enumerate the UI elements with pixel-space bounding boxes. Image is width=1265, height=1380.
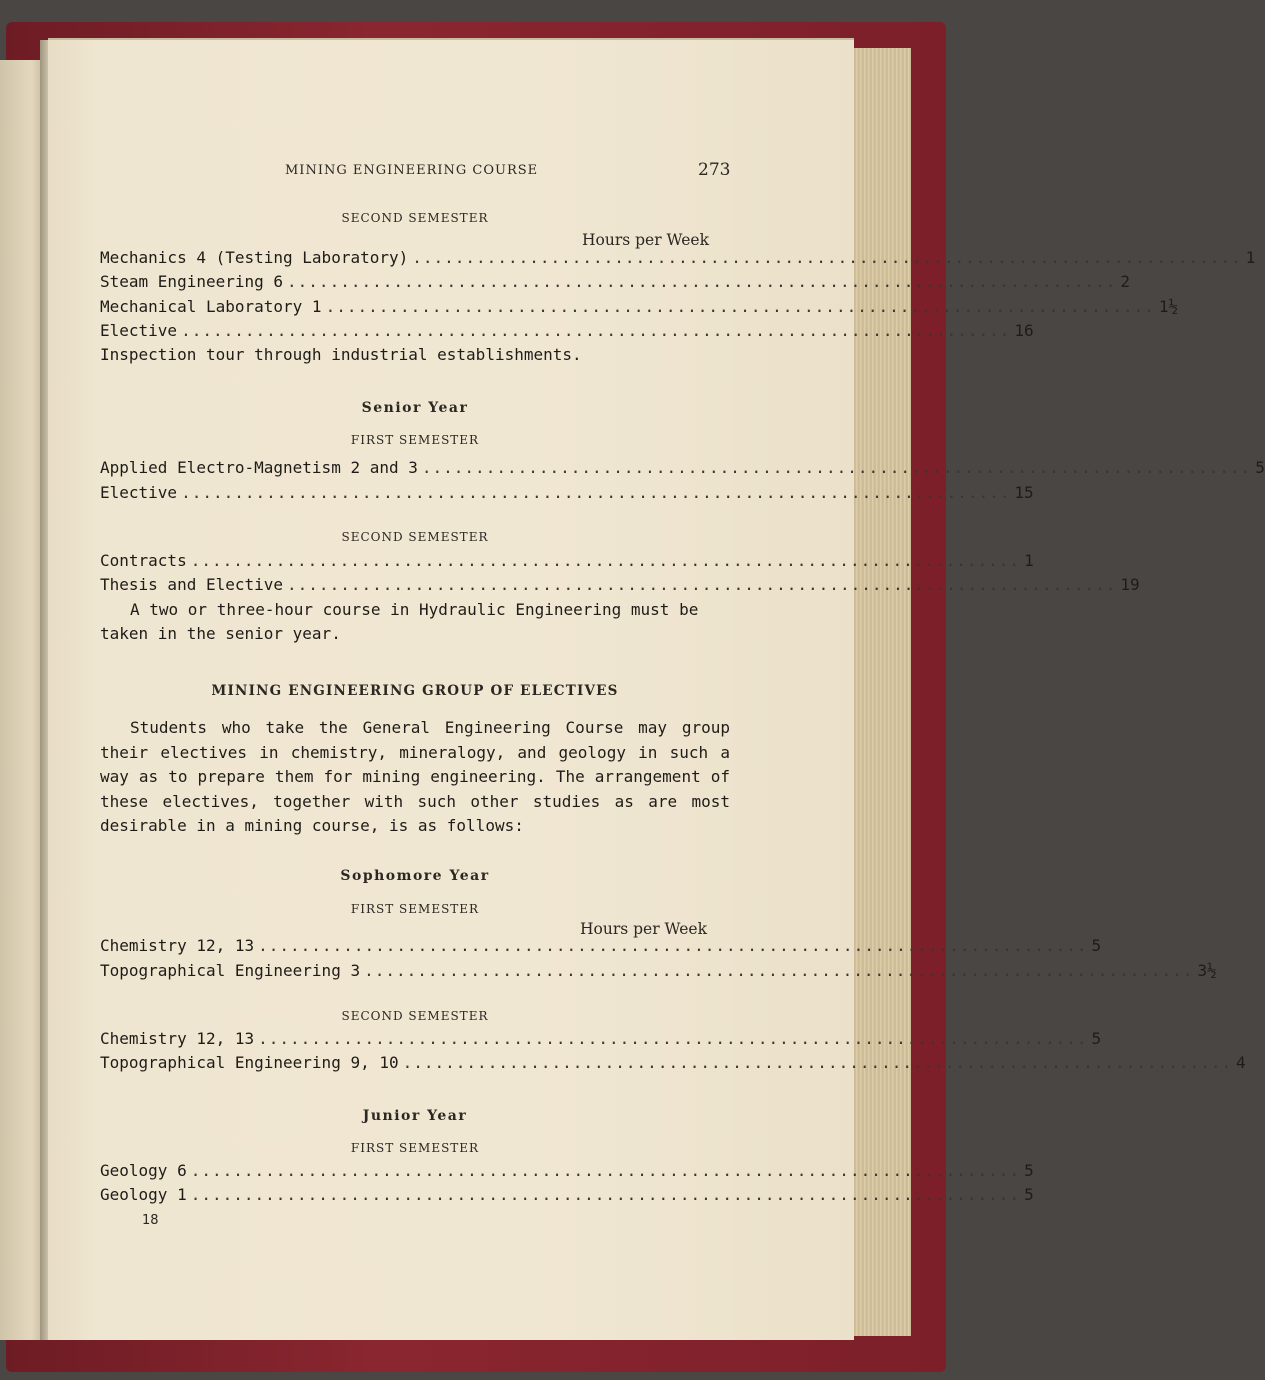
leader-dots: .............................................................................. (258, 936, 1088, 955)
running-title: MINING ENGINEERING COURSE (285, 163, 539, 178)
leader-dots: .............................................................................. (402, 1053, 1232, 1072)
leader-dots: .............................................................................. (190, 1185, 1021, 1204)
leader-dots: .............................................................................. (412, 248, 1242, 267)
course-name: Contracts (100, 551, 187, 570)
course-row (100, 1161, 1034, 1185)
leader-dots: .............................................................................. (181, 483, 1011, 502)
facing-page-edge (0, 60, 44, 1340)
semester-heading: SECOND SEMESTER (341, 530, 489, 544)
page-number: 273 (698, 160, 731, 180)
year-heading: Sophomore Year (340, 868, 490, 884)
course-hours: 4 (1235, 1053, 1246, 1072)
course-name: Elective (100, 483, 178, 502)
course-row (100, 1053, 1246, 1077)
course-name: Topographical Engineering 9, 10 (100, 1053, 399, 1072)
course-row (100, 272, 1131, 296)
course-hours: 15 (1014, 483, 1034, 502)
course-hours: 5 (1091, 936, 1102, 955)
leader-dots: .............................................................................. (287, 575, 1117, 594)
section-title: MINING ENGINEERING GROUP OF ELECTIVES (211, 683, 619, 699)
year-heading: Junior Year (362, 1108, 468, 1124)
year-heading: Senior Year (361, 400, 469, 416)
semester-heading: FIRST SEMESTER (350, 902, 480, 916)
leader-dots: .............................................................................. (364, 961, 1194, 980)
leader-dots: .............................................................................. (190, 1161, 1021, 1180)
course-row (100, 1029, 1102, 1053)
course-row (100, 321, 1034, 345)
leader-dots: .............................................................................. (287, 272, 1117, 291)
hydraulic-note-line2: taken in the senior year. (100, 624, 341, 643)
course-name: Applied Electro-Magnetism 2 and 3 (100, 458, 418, 477)
course-row (100, 297, 1179, 321)
course-name: Mechanics 4 (Testing Laboratory) (100, 248, 409, 267)
course-row (100, 936, 1102, 960)
semester-heading: FIRST SEMESTER (350, 1141, 480, 1155)
course-name: Chemistry 12, 13 (100, 936, 255, 955)
hours-heading: Hours per Week (582, 231, 709, 249)
course-hours: 16 (1014, 321, 1034, 340)
course-name: Elective (100, 321, 178, 340)
course-hours: 19 (1120, 575, 1140, 594)
course-name: Topographical Engineering 3 (100, 961, 361, 980)
course-hours: 5 (1091, 1029, 1102, 1048)
hours-heading: Hours per Week (580, 920, 707, 938)
leader-dots: .............................................................................. (325, 297, 1155, 316)
course-name: Chemistry 12, 13 (100, 1029, 255, 1048)
course-hours: 1½ (1158, 297, 1179, 316)
course-name: Mechanical Laboratory 1 (100, 297, 322, 316)
course-row (100, 458, 1265, 482)
course-hours: 1 (1245, 248, 1256, 267)
course-row (100, 1185, 1034, 1209)
course-row (100, 575, 1140, 599)
leader-dots: .............................................................................. (258, 1029, 1088, 1048)
course-name: Geology 6 (100, 1161, 187, 1180)
course-hours: 1 (1024, 551, 1034, 570)
course-row (100, 551, 1034, 575)
page-fore-edge (852, 48, 911, 1336)
leader-dots: .............................................................................. (190, 551, 1021, 570)
semester-heading: SECOND SEMESTER (341, 211, 489, 225)
group-paragraph: Students who take the General Engineering Course may group their electives in chemistry, mineralogy, and geology in such a way as to prepare them for mining engineering. The arrangement of these electives, together with such other studies as are most desirable in a mining course, is as follows: (100, 718, 730, 835)
leader-dots: .............................................................................. (181, 321, 1011, 340)
course-hours: 5 (1024, 1161, 1034, 1180)
course-hours: 5 (1255, 458, 1265, 477)
course-row (100, 248, 1256, 272)
course-hours: 3½ (1197, 961, 1217, 980)
course-name: Steam Engineering 6 (100, 272, 284, 291)
course-name: Thesis and Elective (100, 575, 284, 594)
course-hours: 2 (1120, 272, 1131, 291)
course-name: Geology 1 (100, 1185, 187, 1204)
signature-mark: 18 (142, 1213, 159, 1228)
semester-heading: SECOND SEMESTER (341, 1009, 489, 1023)
leader-dots: .............................................................................. (421, 458, 1252, 477)
course-row (100, 961, 1217, 985)
course-hours: 5 (1024, 1185, 1034, 1204)
hydraulic-note-line1: A two or three-hour course in Hydraulic Engineering must be (130, 600, 699, 619)
course-row (100, 483, 1034, 507)
semester-heading: FIRST SEMESTER (350, 433, 480, 447)
inspection-note: Inspection tour through industrial establishments. (100, 345, 582, 364)
